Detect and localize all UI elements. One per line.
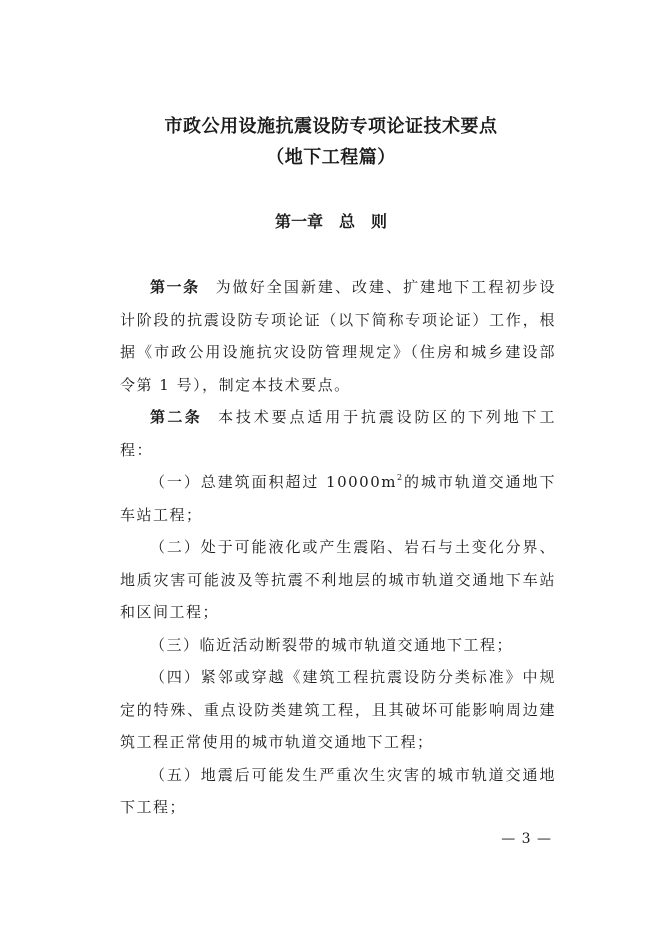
- list-item-5: [120, 759, 556, 824]
- article-2-label: 第二条: [150, 408, 203, 426]
- article-2: [120, 401, 556, 466]
- article-1: [120, 271, 556, 401]
- list-item-3-text: （三）临近活动断裂带的城市轨道交通地下工程；: [150, 635, 514, 654]
- document-title: 市政公用设施抗震设防专项论证技术要点: [164, 116, 498, 137]
- page-number: — 3 —: [501, 831, 552, 847]
- list-item-5-text: （五）地震后可能发生严重次生灾害的城市轨道交通地下工程；: [120, 765, 556, 816]
- document-body: [120, 271, 556, 824]
- article-1-label: 第一条: [150, 278, 200, 296]
- list-item-3: [120, 629, 556, 662]
- superscript-2: 2: [396, 473, 404, 482]
- chapter-title: 总 则: [339, 212, 388, 231]
- list-item-4: [120, 661, 556, 759]
- chapter-heading: [0, 210, 662, 234]
- list-item-1-text: （一）总建筑面积超过 10000m: [150, 473, 397, 491]
- list-item-4-text: （四）紧邻或穿越《建筑工程抗震设防分类标准》中规定的特殊、重点设防类建筑工程，且其破坏可能影响周边建筑工程正常使用的城市轨道交通地下工程；: [120, 668, 556, 751]
- article-1-text: 为做好全国新建、改建、扩建地下工程初步设计阶段的抗震设防专项论证（以下简称专项论证）工作，根据《市政公用设施抗灾设防管理规定》（住房和城乡建设部令第 1 号），制定本技术要点。: [120, 278, 556, 394]
- list-item-2-text: （二）处于可能液化或产生震陷、岩石与土变化分界、地质灾害可能波及等抗震不利地层的城市轨道交通地下车站和区间工程；: [120, 538, 556, 621]
- document-subtitle: （地下工程篇）: [266, 147, 396, 168]
- list-item-2: [120, 531, 556, 629]
- list-item-1-text-tail: 的城市轨道交通地下车站工程；: [120, 473, 556, 524]
- article-2-text: 本技术要点适用于抗震设防区的下列地下工程：: [120, 408, 556, 459]
- list-item-1: [120, 466, 556, 531]
- chapter-number: 第一章: [274, 212, 323, 231]
